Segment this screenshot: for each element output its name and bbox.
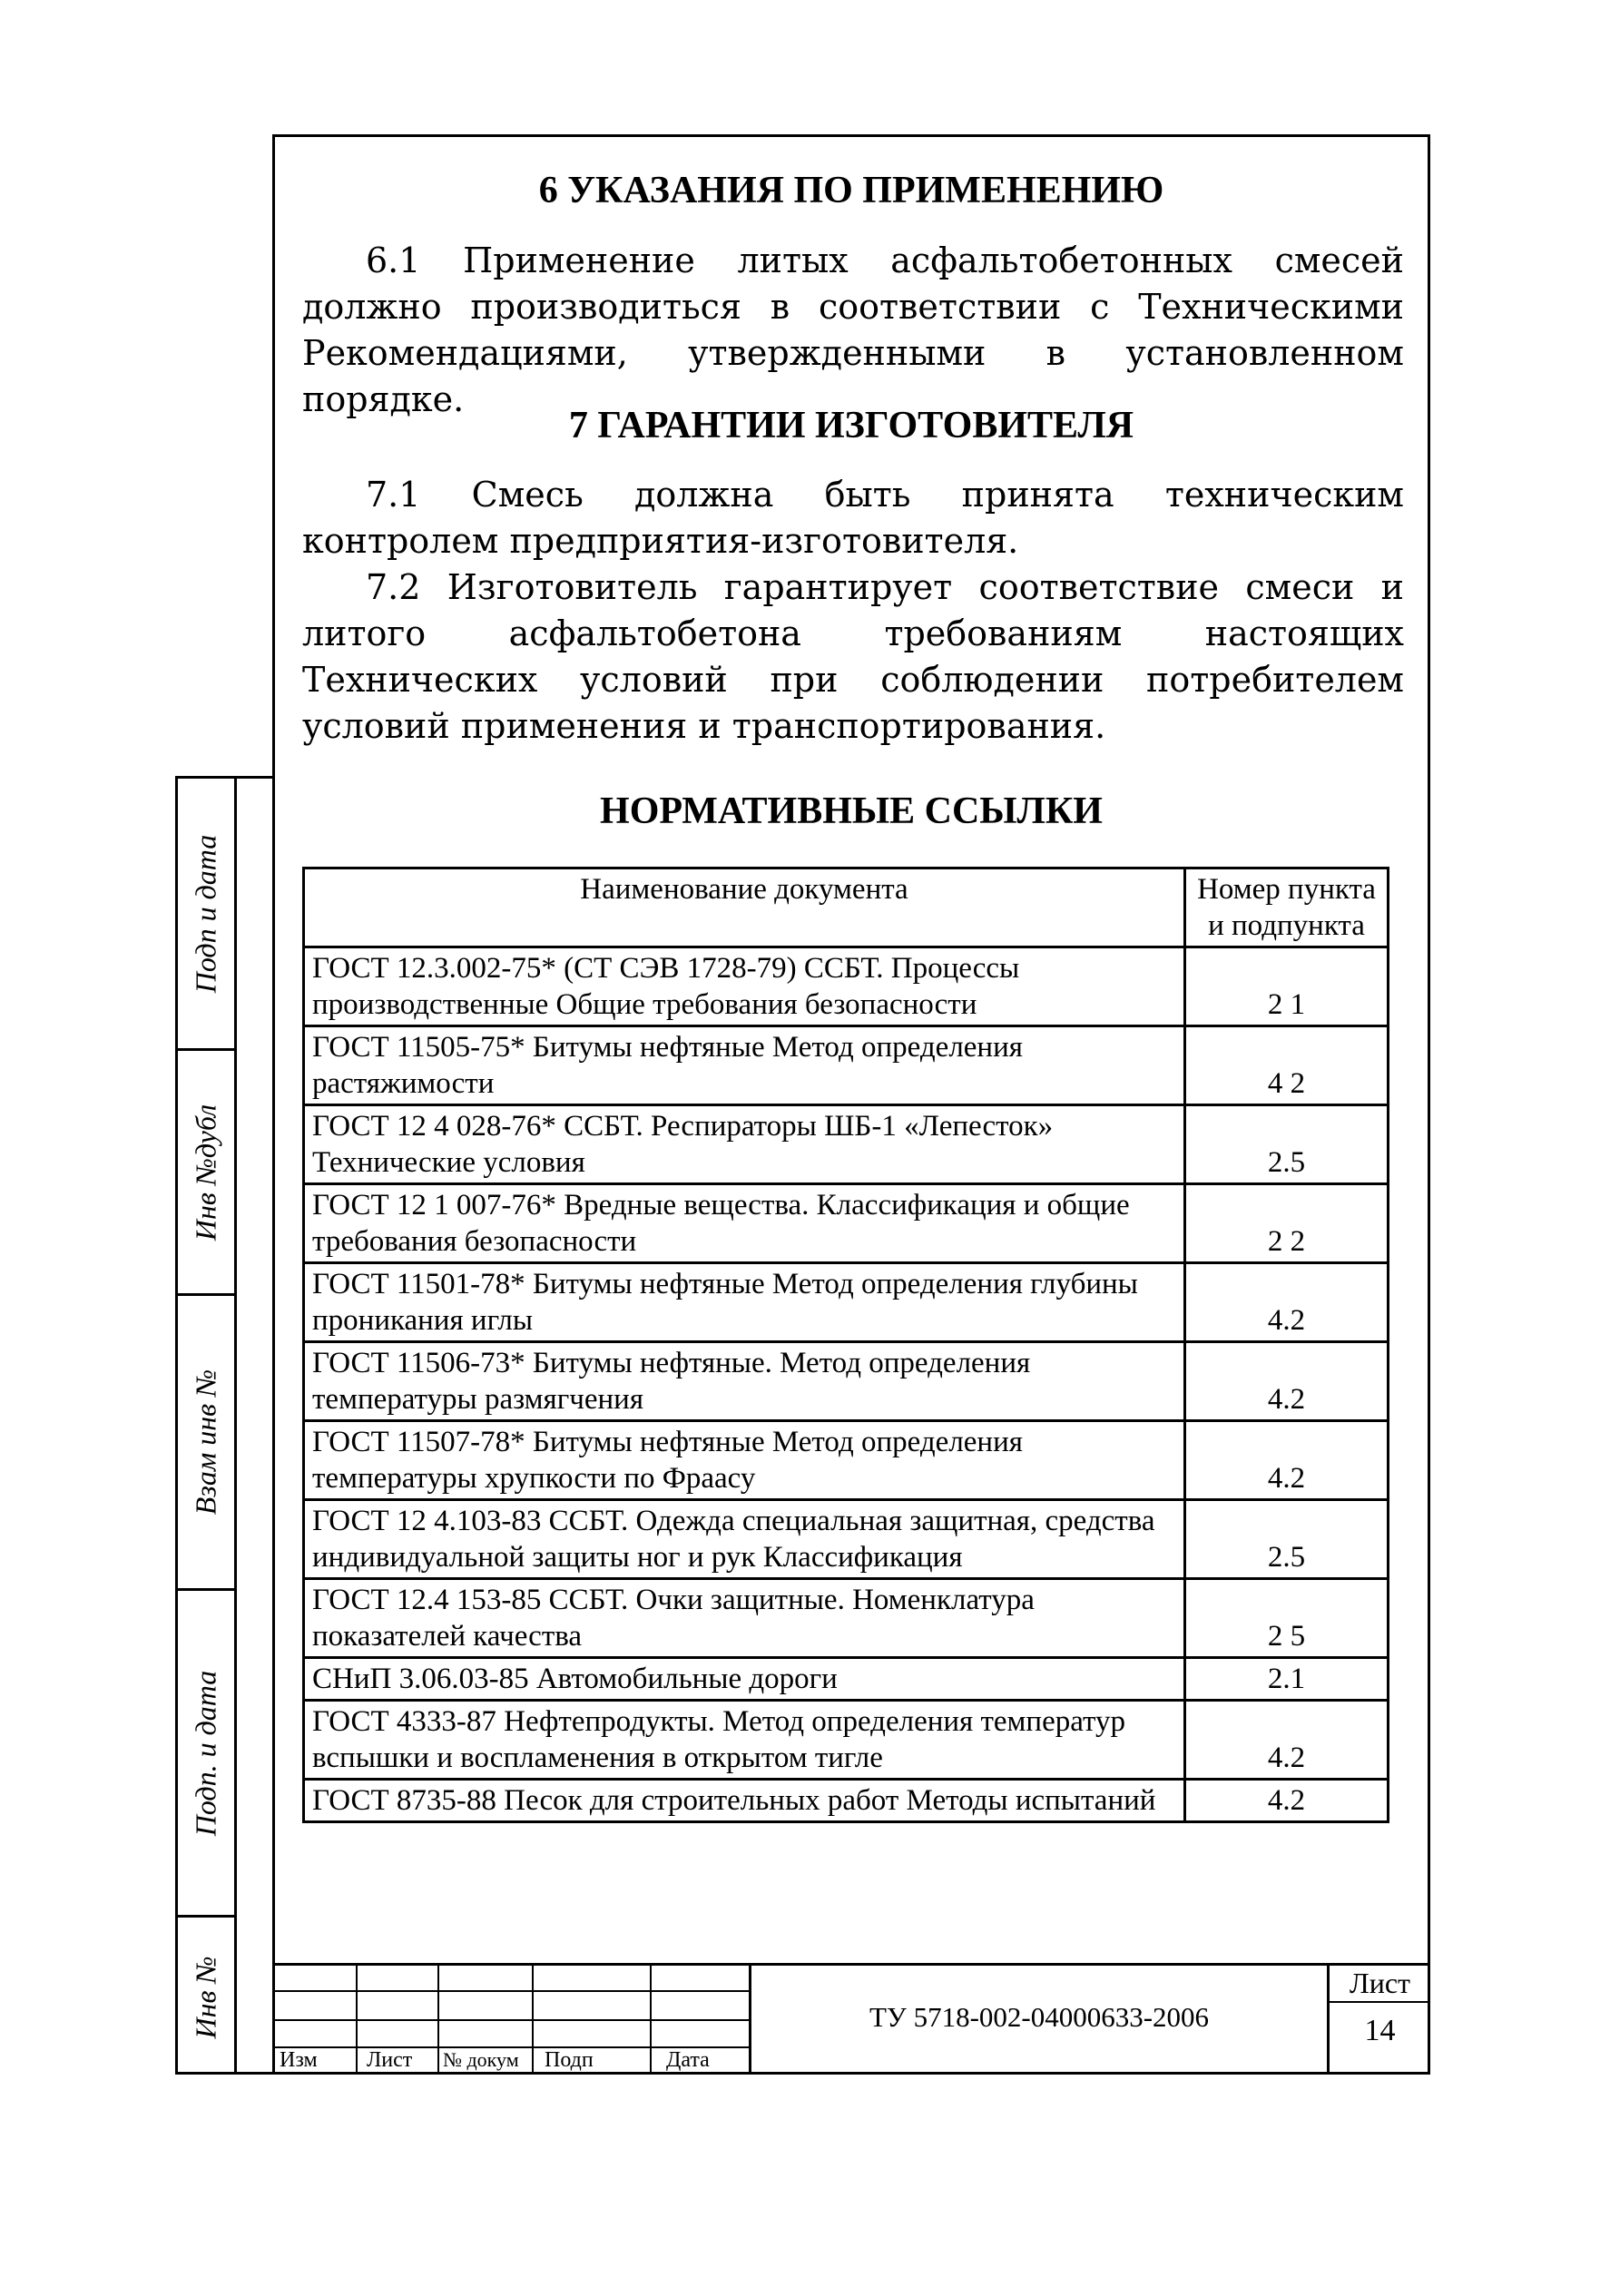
col-header-clause: Номер пункта и подпункта [1185, 868, 1389, 947]
clause-number-cell: 2 5 [1185, 1579, 1389, 1658]
clause-number-cell: 4.2 [1185, 1342, 1389, 1421]
clause-number-cell: 2.5 [1185, 1105, 1389, 1184]
table-row [304, 1263, 1389, 1342]
document-name-cell: ГОСТ 8735-88 Песок для строительных работ Методы испытаний [304, 1780, 1185, 1822]
strip-cell-1 [178, 779, 234, 1051]
document-designation: ТУ 5718-002-04000633-2006 [869, 2001, 1210, 2033]
document-name-cell: ГОСТ 11507-78* Битумы нефтяные Метод определения температуры хрупкости по Фраасу [304, 1421, 1185, 1500]
section-7-paragraph-2: 7.2 Изготовитель гарантирует соответствие смеси и литого асфальтобетона требованиям настоящих Технических условий при соблюдении потребителем условий применения и транспортирования. [302, 567, 1404, 746]
strip-cell-5 [178, 1918, 234, 2077]
sheet-number: 14 [1364, 2014, 1396, 2047]
clause-number-cell: 4.2 [1185, 1780, 1389, 1822]
clause-number-cell: 2 1 [1185, 947, 1389, 1026]
table-row [304, 1701, 1389, 1780]
clause-number-cell: 4.2 [1185, 1263, 1389, 1342]
document-name-cell: ГОСТ 12 1 007-76* Вредные вещества. Классификация и общие требования безопасности [304, 1184, 1185, 1263]
references-table [302, 867, 1389, 1823]
clause-number-cell: 4.2 [1185, 1421, 1389, 1500]
document-name-cell: ГОСТ 4333-87 Нефтепродукты. Метод определения температур вспышки и воспламенения в открытом тигле [304, 1701, 1185, 1780]
strip-label-inv: Инв № [189, 1956, 222, 2039]
document-name-cell: ГОСТ 12 4.103-83 ССБТ. Одежда специальная защитная, средства индивидуальной защиты ног и рук Классификация [304, 1500, 1185, 1579]
table-row [304, 1421, 1389, 1500]
col-label-list: Лист [367, 2048, 413, 2072]
col-label-podp: Подп [545, 2048, 594, 2072]
clause-number-cell: 4.2 [1185, 1701, 1389, 1780]
section-7-paragraph-1: 7.1 Смесь должна быть принята техническим контролем предприятия-изготовителя. [302, 475, 1404, 561]
clause-number-cell: 2.5 [1185, 1500, 1389, 1579]
strip-label-inv-dubl: Инв №дубл [189, 1104, 222, 1241]
document-name-cell: ГОСТ 12.3.002-75* (СТ СЭВ 1728-79) ССБТ. Процессы производственные Общие требования безопасности [304, 947, 1185, 1026]
table-row [304, 1658, 1389, 1701]
title-block [272, 1963, 1430, 2075]
table-row [304, 1500, 1389, 1579]
clause-number-cell: 2 2 [1185, 1184, 1389, 1263]
col-label-nomer-dokum: № докум [443, 2048, 519, 2071]
col-header-document: Наименование документа [304, 868, 1185, 947]
table-row [304, 1579, 1389, 1658]
strip-cell-2 [178, 1051, 234, 1296]
table-row [304, 1105, 1389, 1184]
document-name-cell: ГОСТ 12 4 028-76* ССБТ. Респираторы ШБ-1 «Лепесток» Технические условия [304, 1105, 1185, 1184]
references-heading: НОРМАТИВНЫЕ ССЫЛКИ [600, 790, 1103, 832]
table-row [304, 947, 1389, 1026]
table-row [304, 1780, 1389, 1822]
table-row [304, 1184, 1389, 1263]
document-name-cell: ГОСТ 12.4 153-85 ССБТ. Очки защитные. Номенклатура показателей качества [304, 1579, 1185, 1658]
col-label-izm: Изм [280, 2048, 318, 2072]
document-name-cell: ГОСТ 11501-78* Битумы нефтяные Метод определения глубины проникания иглы [304, 1263, 1185, 1342]
document-name-cell: ГОСТ 11505-75* Битумы нефтяные Метод определения растяжимости [304, 1026, 1185, 1105]
table-header-row [304, 868, 1389, 947]
section-6-heading: 6 УКАЗАНИЯ ПО ПРИМЕНЕНИЮ [538, 170, 1164, 211]
strip-divider [234, 779, 237, 2072]
strip-label-vzam-inv: Взам инв № [189, 1369, 222, 1516]
strip-label-podp-data-2: Подп. и дата [189, 1670, 222, 1836]
table-row [304, 1342, 1389, 1421]
references-table-body [304, 947, 1389, 1822]
section-7-heading: 7 ГАРАНТИИ ИЗГОТОВИТЕЛЯ [568, 405, 1134, 446]
clause-number-cell: 2.1 [1185, 1658, 1389, 1701]
table-row [304, 1026, 1389, 1105]
strip-cell-4 [178, 1591, 234, 1918]
strip-cell-3 [178, 1296, 234, 1591]
col-label-data: Дата [666, 2048, 710, 2072]
clause-number-cell: 4 2 [1185, 1026, 1389, 1105]
strip-label-podp-data: Подп и дата [189, 834, 222, 993]
document-name-cell: ГОСТ 11506-73* Битумы нефтяные. Метод определения температуры размягчения [304, 1342, 1185, 1421]
document-name-cell: СНиП 3.06.03-85 Автомобильные дороги [304, 1658, 1185, 1701]
left-margin-strip [175, 776, 272, 2075]
section-6-paragraph-1: 6.1 Применение литых асфальтобетонных смесей должно производиться в соответствии с Техническими Рекомендациями, утвержденными в установленном порядке. [302, 240, 1404, 419]
sheet-label: Лист [1349, 1967, 1410, 1999]
